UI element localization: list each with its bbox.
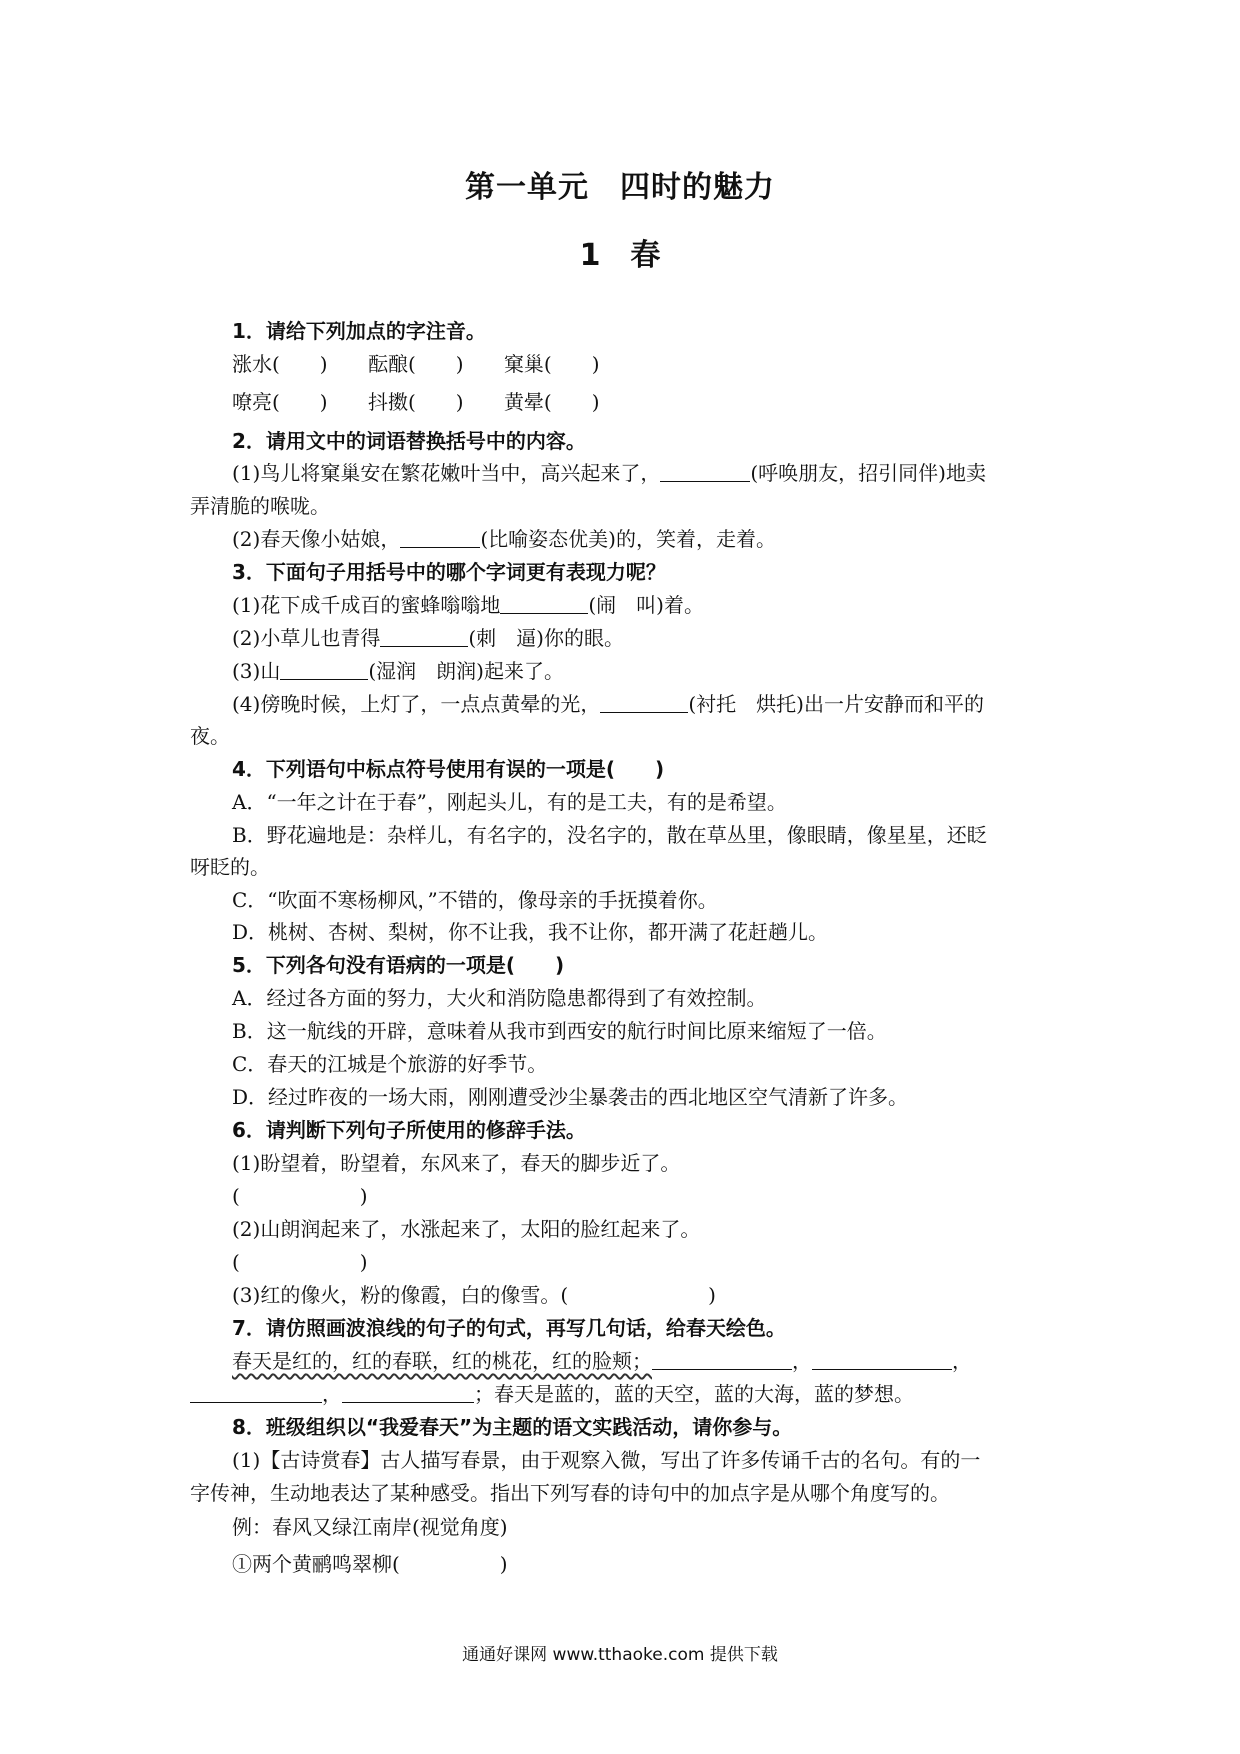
q1-item: 黄晕( )	[503, 390, 600, 414]
question-7-prompt: 7．请仿照画波浪线的句子的句式，再写几句话，给春天绘色。	[232, 1316, 786, 1340]
q1-row-1	[232, 350, 634, 378]
footer-source: 通通好课网 www.tthaoke.com 提供下载	[462, 1645, 778, 1665]
q5-option-b: B．这一航线的开辟，意味着从我市到西安的航行时间比原来缩短了一倍。	[232, 1019, 887, 1043]
q4-option-b-cont: 呀眨的。	[190, 855, 270, 879]
q6-answer-2[interactable]: ( )	[232, 1250, 368, 1274]
q2-sentence-1	[232, 459, 986, 487]
text: (4)傍晚时候，上灯了，一点点黄晕的光，	[232, 692, 601, 716]
q1-item: 酝酿( )	[367, 352, 464, 376]
question-6-prompt: 6．请判断下列句子所使用的修辞手法。	[232, 1118, 586, 1142]
text: (1)鸟儿将窠巢安在繁花嫩叶当中，高兴起来了，	[232, 461, 661, 485]
q8-item-1: ①两个黄鹂鸣翠柳( )	[232, 1552, 508, 1576]
answer-blank[interactable]	[660, 461, 750, 482]
q8-part-1: (1)【古诗赏春】古人描写春景，由于观察入微，写出了许多传诵千古的名句。有的一	[232, 1448, 981, 1472]
q4-option-d: D．桃树、杏树、梨树，你不让我，我不让你，都开满了花赶趟儿。	[232, 920, 829, 944]
q1-row-2	[232, 388, 634, 416]
lesson-title: 1 春	[579, 238, 661, 273]
text: (3)山	[232, 659, 281, 683]
q3-sentence-4	[232, 690, 984, 718]
question-3-prompt: 3．下面句子用括号中的哪个字词更有表现力呢？	[232, 560, 666, 584]
text: (衬托 烘托)出一片安静而和平的	[688, 692, 984, 716]
question-4-prompt: 4．下列语句中标点符号使用有误的一项是( )	[232, 757, 665, 781]
text: (1)花下成千成百的蜜蜂嗡嗡地	[232, 593, 501, 617]
answer-blank[interactable]	[600, 692, 688, 713]
q3-sentence-2	[232, 624, 624, 652]
answer-blank[interactable]	[500, 593, 588, 614]
q1-item: 嘹亮( )	[232, 390, 328, 414]
q3-sentence-4-cont: 夜。	[190, 724, 230, 748]
text: (刺 逼)你的眼。	[468, 626, 624, 650]
answer-blank[interactable]	[190, 1382, 322, 1403]
q3-sentence-3	[232, 657, 564, 685]
q2-sentence-1-cont: 弄清脆的喉咙。	[190, 494, 330, 518]
q7-example-line	[232, 1347, 972, 1375]
question-1-prompt: 1．请给下列加点的字注音。	[232, 319, 486, 343]
text: (呼唤朋友，招引同伴)地卖	[750, 461, 986, 485]
text: (2)小草儿也青得	[232, 626, 381, 650]
q1-item: 涨水( )	[232, 352, 328, 376]
q6-sentence-3: (3)红的像火，粉的像霞，白的像雪。( )	[232, 1283, 716, 1307]
q5-option-c: C．春天的江城是个旅游的好季节。	[232, 1052, 548, 1076]
text: (比喻姿态优美)的，笑着，走着。	[480, 527, 776, 551]
answer-blank[interactable]	[400, 527, 480, 548]
answer-blank[interactable]	[652, 1349, 792, 1370]
q4-option-c: C．“吹面不寒杨柳风，”不错的，像母亲的手抚摸着你。	[232, 888, 718, 912]
q1-item: 窠巢( )	[503, 352, 600, 376]
q6-sentence-1: (1)盼望着，盼望着，东风来了，春天的脚步近了。	[232, 1151, 681, 1175]
answer-blank[interactable]	[812, 1349, 952, 1370]
answer-blank[interactable]	[280, 659, 368, 680]
text: ；春天是蓝的，蓝的天空，蓝的大海，蓝的梦想。	[474, 1382, 914, 1406]
q3-sentence-1	[232, 591, 704, 619]
q8-example: 例：春风又绿江南岸(视觉角度)	[232, 1515, 508, 1539]
text: (2)春天像小姑娘，	[232, 527, 401, 551]
text: ，	[952, 1349, 972, 1373]
q6-answer-1[interactable]: ( )	[232, 1184, 368, 1208]
q4-option-b: B．野花遍地是：杂样儿，有名字的，没名字的，散在草丛里，像眼睛，像星星，还眨	[232, 823, 987, 847]
q4-option-a: A．“一年之计在于春”，刚起头儿，有的是工夫，有的是希望。	[232, 790, 787, 814]
question-5-prompt: 5．下列各句没有语病的一项是( )	[232, 953, 565, 977]
question-8-prompt: 8．班级组织以“我爱春天”为主题的语文实践活动，请你参与。	[232, 1415, 793, 1439]
q5-option-d: D．经过昨夜的一场大雨，刚刚遭受沙尘暴袭击的西北地区空气清新了许多。	[232, 1085, 909, 1109]
answer-blank[interactable]	[380, 626, 468, 647]
q2-sentence-2	[232, 525, 776, 553]
q6-sentence-2: (2)山朗润起来了，水涨起来了，太阳的脸红起来了。	[232, 1217, 701, 1241]
text: (闹 叫)着。	[588, 593, 704, 617]
q1-item: 抖擞( )	[367, 390, 464, 414]
answer-blank[interactable]	[342, 1382, 474, 1403]
question-2-prompt: 2．请用文中的词语替换括号中的内容。	[232, 429, 586, 453]
text: ，	[322, 1382, 342, 1406]
unit-title: 第一单元 四时的魅力	[465, 170, 775, 205]
q8-part-1-cont: 字传神，生动地表达了某种感受。指出下列写春的诗句中的加点字是从哪个角度写的。	[190, 1481, 950, 1505]
q7-continuation-line	[190, 1380, 914, 1408]
q5-option-a: A．经过各方面的努力，大火和消防隐患都得到了有效控制。	[232, 986, 767, 1010]
text: (湿润 朗润)起来了。	[368, 659, 564, 683]
text: ，	[792, 1349, 812, 1373]
wavy-underlined-sentence: 春天是红的，红的春联，红的桃花，红的脸颊；	[232, 1349, 652, 1373]
